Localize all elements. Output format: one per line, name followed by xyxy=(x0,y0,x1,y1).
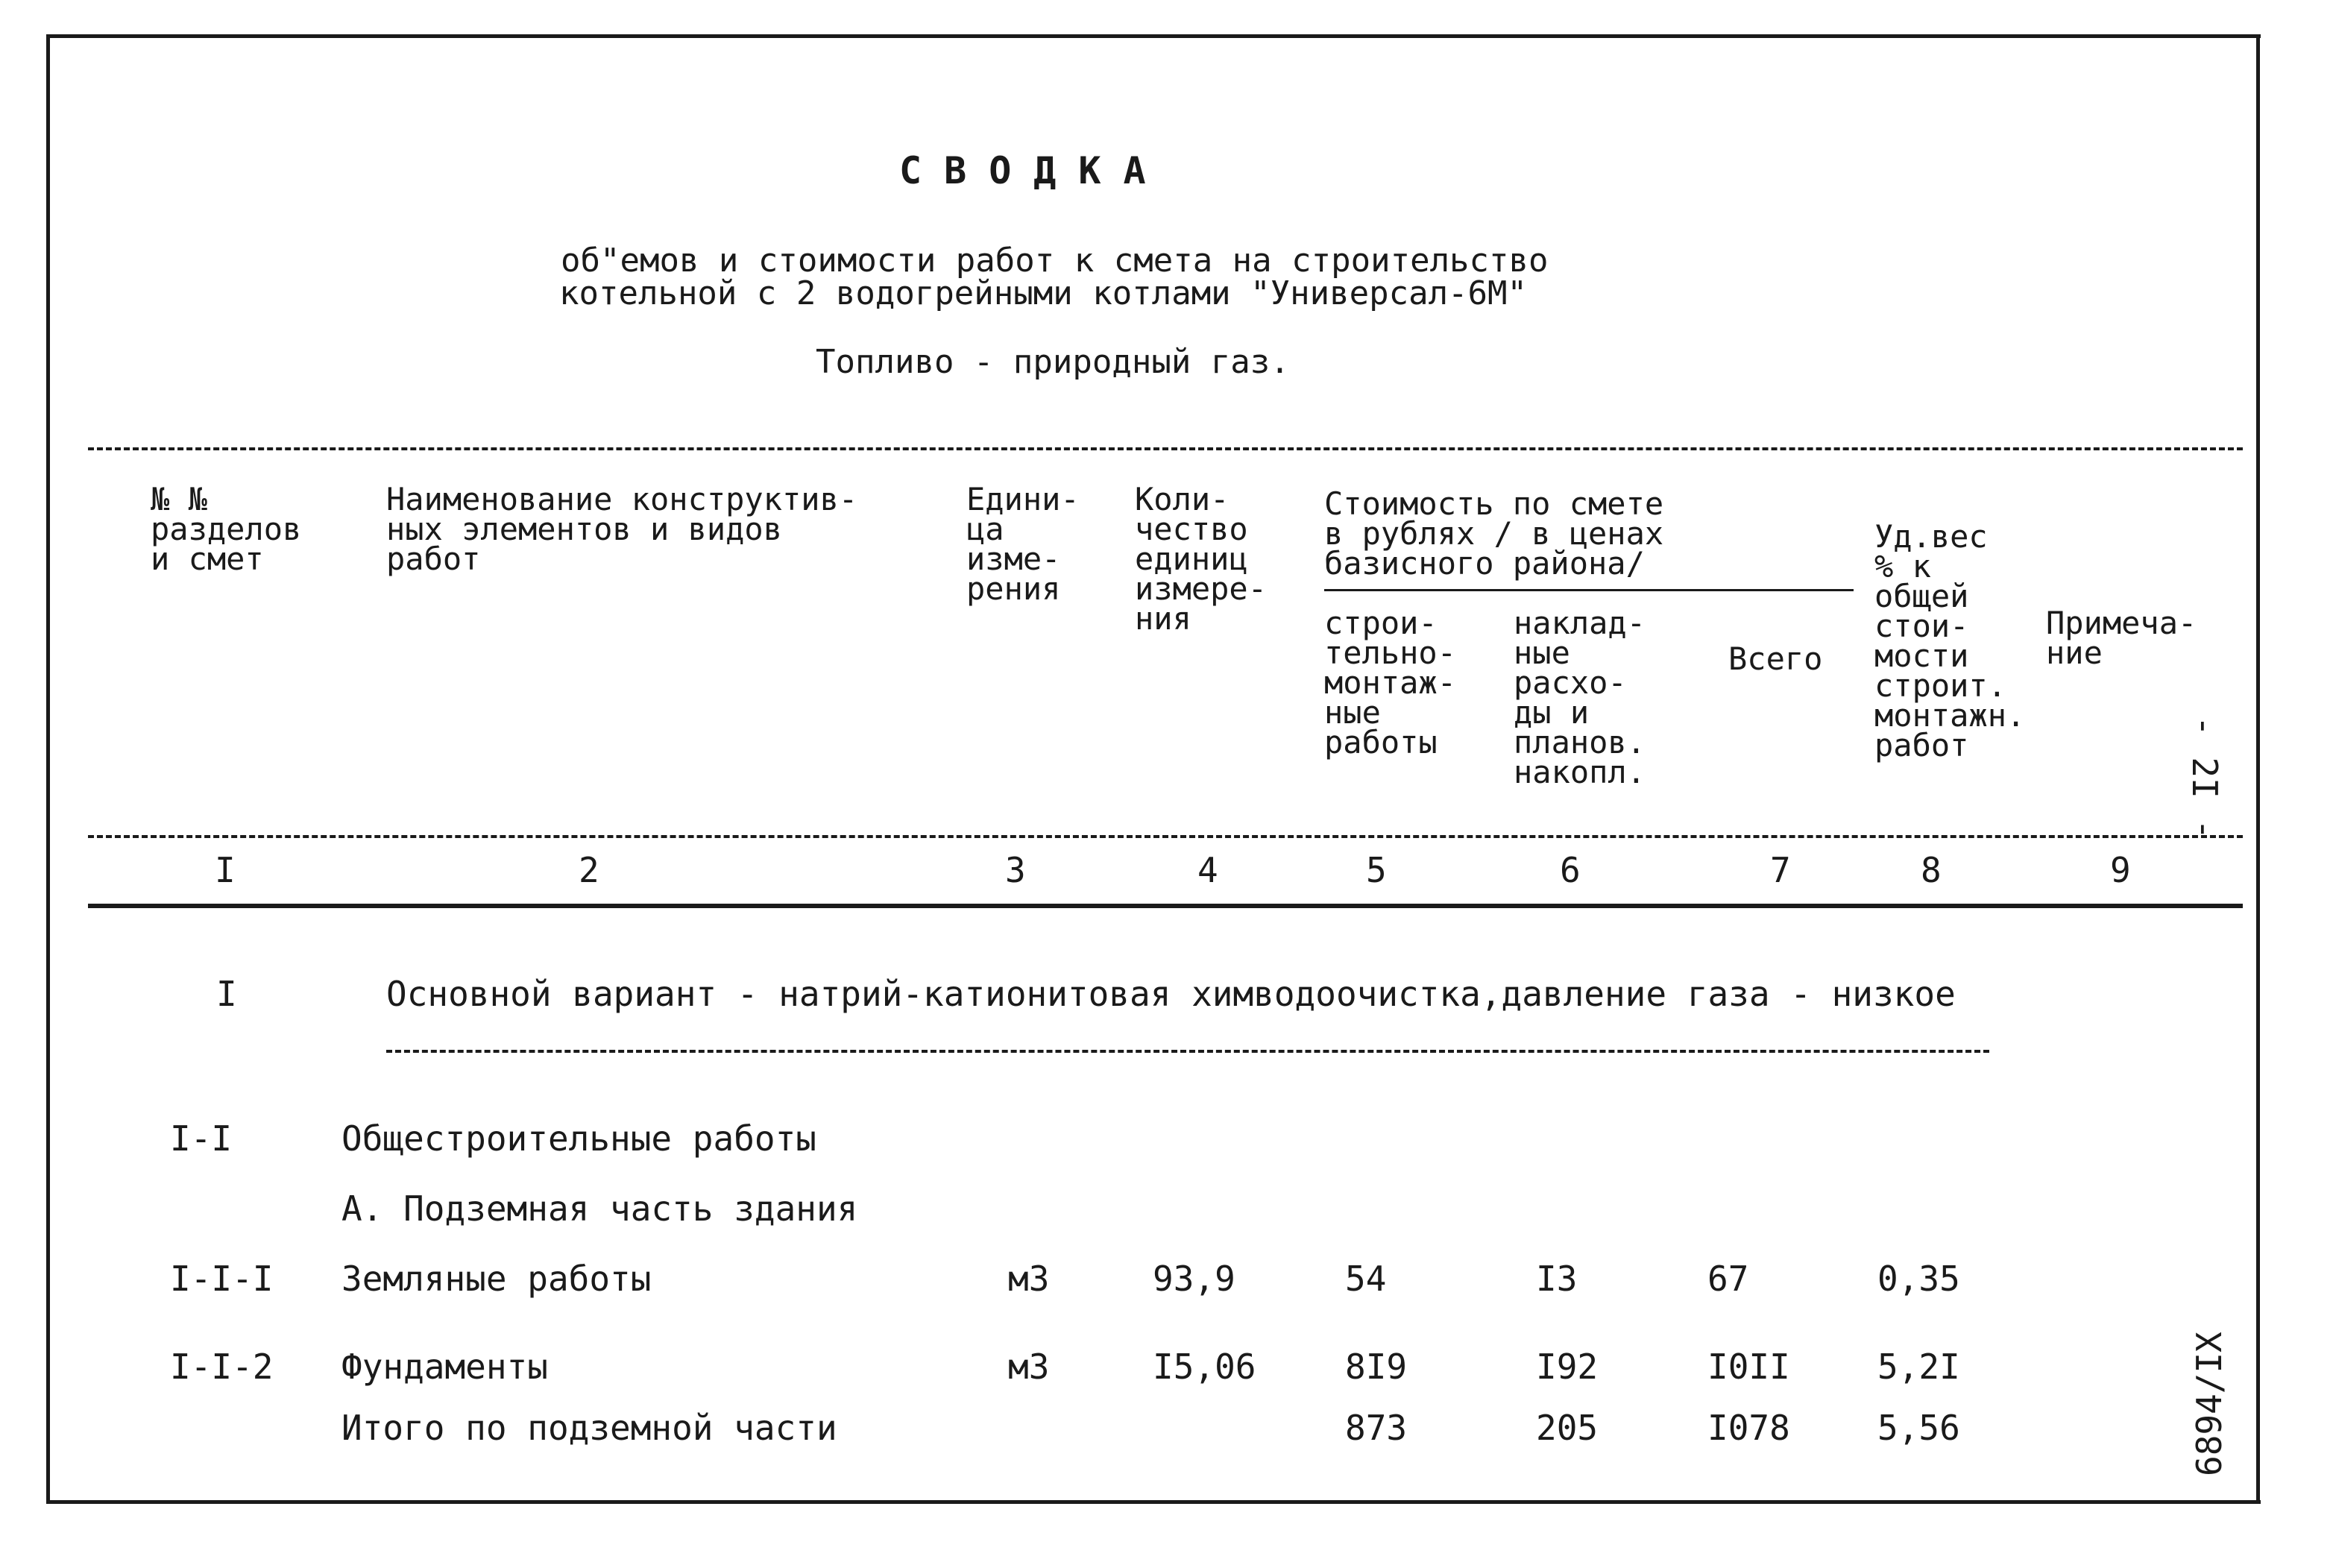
margin-page-number: - 2I - xyxy=(2185,716,2225,840)
column-number-1: I xyxy=(215,850,236,890)
header-col-unit: Едини- ца изме- рения xyxy=(966,481,1080,607)
header-col-name: Наименование конструктив- ных элементов и видов работ xyxy=(386,481,858,577)
row-1-construction-cost: 54 xyxy=(1345,1259,1387,1299)
header-col-quantity: Коли- чество единиц измере- ния xyxy=(1135,481,1268,637)
row-1-name: Земляные работы xyxy=(341,1259,652,1299)
row-2-quantity: I5,06 xyxy=(1153,1347,1256,1387)
section-title-underline xyxy=(386,1050,1989,1053)
header-col-share: Уд.вес % к общей стои- мости строит. монтажн. работ xyxy=(1874,518,2026,763)
frame-right-border xyxy=(2256,34,2260,1503)
row-2-overhead: I92 xyxy=(1536,1347,1599,1387)
row-1-unit: м3 xyxy=(1008,1259,1050,1299)
column-number-6: 6 xyxy=(1560,850,1581,890)
subtotal-label: Итого по подземной части xyxy=(341,1408,837,1448)
frame-left-border xyxy=(46,34,50,1503)
subtotal-overhead: 205 xyxy=(1536,1408,1599,1448)
row-1-code: I-I-I xyxy=(170,1259,274,1299)
row-2-share: 5,2I xyxy=(1877,1347,1960,1387)
document-subtitle-line-2: котельной с 2 водогрейными котлами "Универсал-6М" xyxy=(559,274,1528,312)
frame-top-border xyxy=(46,34,2261,38)
column-number-2: 2 xyxy=(579,850,599,890)
frame-bottom-border xyxy=(46,1500,2261,1504)
header-top-rule xyxy=(88,447,2243,450)
column-numbers-top-rule xyxy=(88,835,2243,838)
header-col-total: Всего xyxy=(1728,640,1823,677)
section-number: I xyxy=(216,974,237,1014)
subtotal-total: I078 xyxy=(1707,1408,1790,1448)
row-1-total: 67 xyxy=(1707,1259,1749,1299)
column-number-8: 8 xyxy=(1921,850,1942,890)
header-col-section-number: № № разделов и смет xyxy=(151,481,302,577)
column-number-3: 3 xyxy=(1005,850,1026,890)
header-col-overhead: наклад- ные расхо- ды и планов. накопл. xyxy=(1514,605,1646,790)
column-number-7: 7 xyxy=(1770,850,1791,890)
row-1-quantity: 93,9 xyxy=(1153,1259,1235,1299)
row-2-code: I-I-2 xyxy=(170,1347,274,1387)
subtotal-construction-cost: 873 xyxy=(1345,1408,1408,1448)
column-number-4: 4 xyxy=(1197,850,1218,890)
subsection-part-title: А. Подземная часть здания xyxy=(341,1188,858,1229)
row-2-construction-cost: 8I9 xyxy=(1345,1347,1408,1387)
row-2-total: I0II xyxy=(1707,1347,1790,1387)
header-cost-group: Стоимость по смете в рублях / в ценах базисного района/ xyxy=(1324,485,1664,582)
section-title: Основной вариант - натрий-катионитовая химводоочистка,давление газа - низкое xyxy=(386,974,1956,1014)
subsection-number: I-I xyxy=(170,1118,233,1159)
column-number-9: 9 xyxy=(2110,850,2131,890)
document-title: СВОДКА xyxy=(899,149,1168,192)
fuel-line: Топливо - природный газ. xyxy=(816,343,1290,381)
margin-stamp: 6894/IX xyxy=(2189,1332,2229,1476)
row-1-share: 0,35 xyxy=(1877,1259,1960,1299)
cost-group-underline xyxy=(1324,589,1854,591)
column-numbers-bottom-rule xyxy=(88,904,2243,908)
row-1-overhead: I3 xyxy=(1536,1259,1578,1299)
row-2-name: Фундаменты xyxy=(341,1347,548,1387)
header-col-note: Примеча- ние xyxy=(2046,605,2197,671)
header-col-construction-cost: строи- тельно- монтаж- ные работы xyxy=(1324,605,1457,761)
document-subtitle-line-1: об"емов и стоимости работ к смета на строительство xyxy=(561,242,1549,280)
subsection-title: Общестроительные работы xyxy=(341,1118,816,1159)
subtotal-share: 5,56 xyxy=(1877,1408,1960,1448)
row-2-unit: м3 xyxy=(1008,1347,1050,1387)
column-number-5: 5 xyxy=(1366,850,1387,890)
